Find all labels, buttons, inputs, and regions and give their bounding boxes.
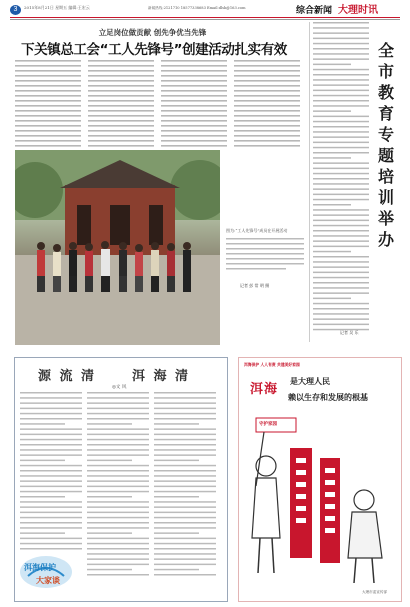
text-line — [87, 475, 149, 477]
text-line — [87, 444, 149, 446]
text-line — [313, 126, 369, 128]
column-divider — [309, 22, 310, 342]
text-line — [20, 454, 82, 456]
photo-caption-lines — [226, 238, 306, 298]
page-number-badge: 3 — [10, 5, 21, 15]
text-line — [313, 251, 351, 253]
text-line — [154, 522, 216, 524]
text-line — [20, 465, 82, 467]
text-line — [87, 522, 149, 524]
text-line — [313, 183, 369, 185]
text-line — [87, 449, 149, 451]
text-line — [313, 95, 369, 97]
text-line — [313, 136, 369, 138]
text-line — [20, 486, 82, 488]
text-line — [154, 486, 216, 488]
text-line — [313, 277, 369, 279]
text-line — [20, 532, 65, 534]
text-line — [313, 194, 369, 196]
text-line — [154, 465, 216, 467]
text-line — [20, 423, 65, 425]
text-line — [154, 392, 216, 394]
text-line — [20, 408, 82, 410]
text-line — [20, 496, 65, 498]
right-article-lines — [313, 22, 370, 337]
text-line — [313, 84, 369, 86]
text-line — [313, 324, 369, 326]
text-line — [20, 439, 82, 441]
date-line: 2015年8月21日 星期五 编辑:王宏云 — [24, 5, 90, 10]
text-line — [87, 558, 149, 560]
text-line — [154, 538, 216, 540]
text-line — [154, 506, 216, 508]
section-name: 综合新闻 — [296, 6, 333, 16]
text-line — [87, 408, 149, 410]
text-line — [154, 397, 216, 399]
text-line — [313, 214, 369, 216]
text-line — [87, 517, 149, 519]
text-line — [313, 32, 369, 34]
text-line — [313, 266, 369, 268]
text-line — [20, 475, 82, 477]
text-line — [20, 434, 82, 436]
text-line — [313, 22, 369, 24]
essay-title-right: 洱 海 清 — [132, 369, 191, 384]
group-photo-illustration — [15, 150, 220, 345]
text-line — [313, 235, 369, 237]
essay-title-left: 源 流 清 — [38, 369, 97, 384]
text-line — [313, 209, 369, 211]
text-line — [313, 27, 369, 29]
column-sub: 大家谈 — [36, 576, 60, 585]
text-line — [87, 574, 149, 576]
text-line — [154, 439, 216, 441]
text-line — [87, 480, 149, 482]
text-line — [154, 527, 216, 529]
poster-illustration — [246, 408, 392, 588]
text-line — [313, 131, 369, 133]
text-line — [313, 204, 351, 206]
text-line — [87, 402, 149, 404]
text-line — [87, 553, 149, 555]
text-line — [154, 532, 199, 534]
text-line — [154, 558, 216, 560]
right-article-signoff: 记者 吴 乐 — [340, 330, 359, 335]
text-line — [313, 74, 369, 76]
photo-caption: 图为:“工人先锋号”成员在开展活动 — [226, 228, 288, 233]
text-line — [313, 292, 369, 294]
text-line — [20, 480, 82, 482]
text-line — [313, 282, 369, 284]
text-line — [87, 470, 149, 472]
text-line — [154, 574, 216, 576]
text-line — [154, 408, 216, 410]
text-line — [20, 428, 82, 430]
text-line — [313, 142, 369, 144]
right-article-text — [313, 22, 370, 337]
text-line — [154, 480, 216, 482]
text-line — [154, 564, 216, 566]
text-line — [154, 553, 216, 555]
text-line — [87, 454, 149, 456]
text-line — [313, 188, 369, 190]
text-line — [154, 413, 216, 415]
text-line — [313, 100, 369, 102]
text-line — [313, 110, 351, 112]
text-line — [154, 434, 216, 436]
text-line — [87, 439, 149, 441]
text-line — [313, 116, 369, 118]
text-line — [20, 501, 82, 503]
text-line — [154, 444, 216, 446]
text-line — [313, 298, 351, 300]
text-line — [154, 548, 216, 550]
text-line — [313, 105, 369, 107]
contact-line: 新闻热线:2121710 18577338683 Email:dlsb@163.com — [148, 6, 246, 10]
text-line — [87, 543, 149, 545]
text-line — [20, 444, 82, 446]
poster-title-line1: 是大理人民 — [290, 377, 330, 386]
poster-sign-text: 守护家园 — [259, 422, 277, 427]
text-line — [313, 162, 369, 164]
text-line — [20, 522, 82, 524]
text-line — [20, 543, 82, 545]
text-line — [20, 527, 82, 529]
text-line — [20, 413, 82, 415]
text-line — [20, 402, 82, 404]
text-line — [313, 272, 369, 274]
essay-author: ◎文 风 — [112, 385, 127, 390]
text-line — [313, 246, 369, 248]
text-line — [87, 423, 132, 425]
text-line — [20, 548, 82, 550]
text-line — [154, 423, 199, 425]
text-line — [313, 69, 369, 71]
text-line — [87, 428, 149, 430]
text-line — [20, 397, 82, 399]
poster-title-char2: 海 — [264, 382, 278, 397]
poster-credit: 大理市委宣传部 — [362, 590, 388, 594]
text-line — [313, 220, 369, 222]
text-line — [20, 418, 82, 420]
article-kicker: 立足岗位做贡献 创先争优当先锋 — [98, 28, 207, 37]
text-line — [87, 434, 149, 436]
text-line — [87, 397, 149, 399]
text-line — [154, 460, 199, 462]
text-line — [313, 48, 369, 50]
text-line — [154, 517, 216, 519]
text-line — [20, 538, 82, 540]
text-line — [20, 460, 65, 462]
text-line — [313, 121, 369, 123]
text-line — [313, 168, 369, 170]
group-photo — [15, 150, 220, 345]
text-line — [87, 486, 149, 488]
text-line — [87, 564, 149, 566]
text-line — [313, 199, 369, 201]
text-line — [313, 58, 369, 60]
text-line — [313, 64, 351, 66]
text-line — [87, 413, 149, 415]
caption-text-lines — [226, 238, 306, 298]
text-line — [87, 512, 149, 513]
column-name: 洱海保护 — [24, 563, 56, 572]
text-line — [313, 240, 369, 242]
text-line — [87, 460, 132, 462]
text-line — [154, 496, 199, 498]
poster-banner: 洱海保护 人人有责 共建美好家园 — [244, 362, 300, 367]
text-line — [87, 548, 149, 550]
text-line — [154, 449, 216, 451]
paper-name: 大理时讯 — [338, 5, 378, 16]
text-line — [87, 506, 149, 508]
text-line — [87, 527, 149, 529]
text-line — [154, 475, 216, 477]
text-line — [313, 256, 369, 258]
text-line — [87, 418, 149, 420]
text-line — [87, 569, 132, 571]
text-line — [154, 491, 216, 493]
text-line — [313, 230, 369, 232]
text-line — [87, 532, 132, 534]
text-line — [313, 303, 369, 305]
text-line — [20, 470, 82, 472]
text-line — [154, 402, 216, 404]
text-line — [154, 543, 216, 545]
masthead-rule — [10, 17, 400, 18]
cartoon-figures-illustration — [246, 408, 392, 588]
text-line — [87, 465, 149, 467]
text-line — [313, 90, 369, 92]
text-line — [313, 313, 369, 315]
text-line — [154, 428, 216, 430]
right-article-vertical-title: 全市教育专题培训举办 — [377, 41, 394, 249]
text-line — [20, 392, 82, 394]
text-line — [313, 147, 369, 149]
text-line — [313, 152, 369, 154]
poster-title-line2: 赖以生存和发展的根基 — [288, 393, 368, 402]
text-line — [87, 501, 149, 503]
photo-byline: 记者 彭 常 明 摄 — [240, 283, 270, 288]
text-line — [313, 261, 369, 263]
text-line — [154, 512, 216, 513]
article-headline: 下关镇总工会“工人先锋号”创建活动扎实有效 — [21, 42, 287, 58]
text-line — [313, 308, 369, 310]
text-line — [87, 538, 149, 540]
text-line — [20, 449, 82, 451]
text-line — [313, 38, 369, 40]
text-line — [154, 418, 216, 420]
text-line — [313, 43, 369, 45]
text-line — [154, 470, 216, 472]
text-line — [313, 79, 369, 81]
text-line — [154, 501, 216, 503]
text-line — [20, 512, 82, 513]
text-line — [313, 53, 369, 55]
text-line — [313, 178, 369, 180]
text-line — [313, 318, 369, 320]
text-line — [20, 506, 82, 508]
text-line — [313, 157, 351, 159]
text-line — [313, 225, 369, 227]
masthead-rule-thin — [10, 19, 400, 20]
poster-title-char1: 洱 — [250, 382, 264, 397]
text-line — [87, 392, 149, 394]
text-line — [313, 173, 369, 175]
text-line — [154, 454, 216, 456]
text-line — [20, 517, 82, 519]
text-line — [87, 491, 149, 493]
text-line — [154, 569, 199, 571]
text-line — [87, 496, 132, 498]
text-line — [20, 491, 82, 493]
text-line — [313, 287, 369, 289]
